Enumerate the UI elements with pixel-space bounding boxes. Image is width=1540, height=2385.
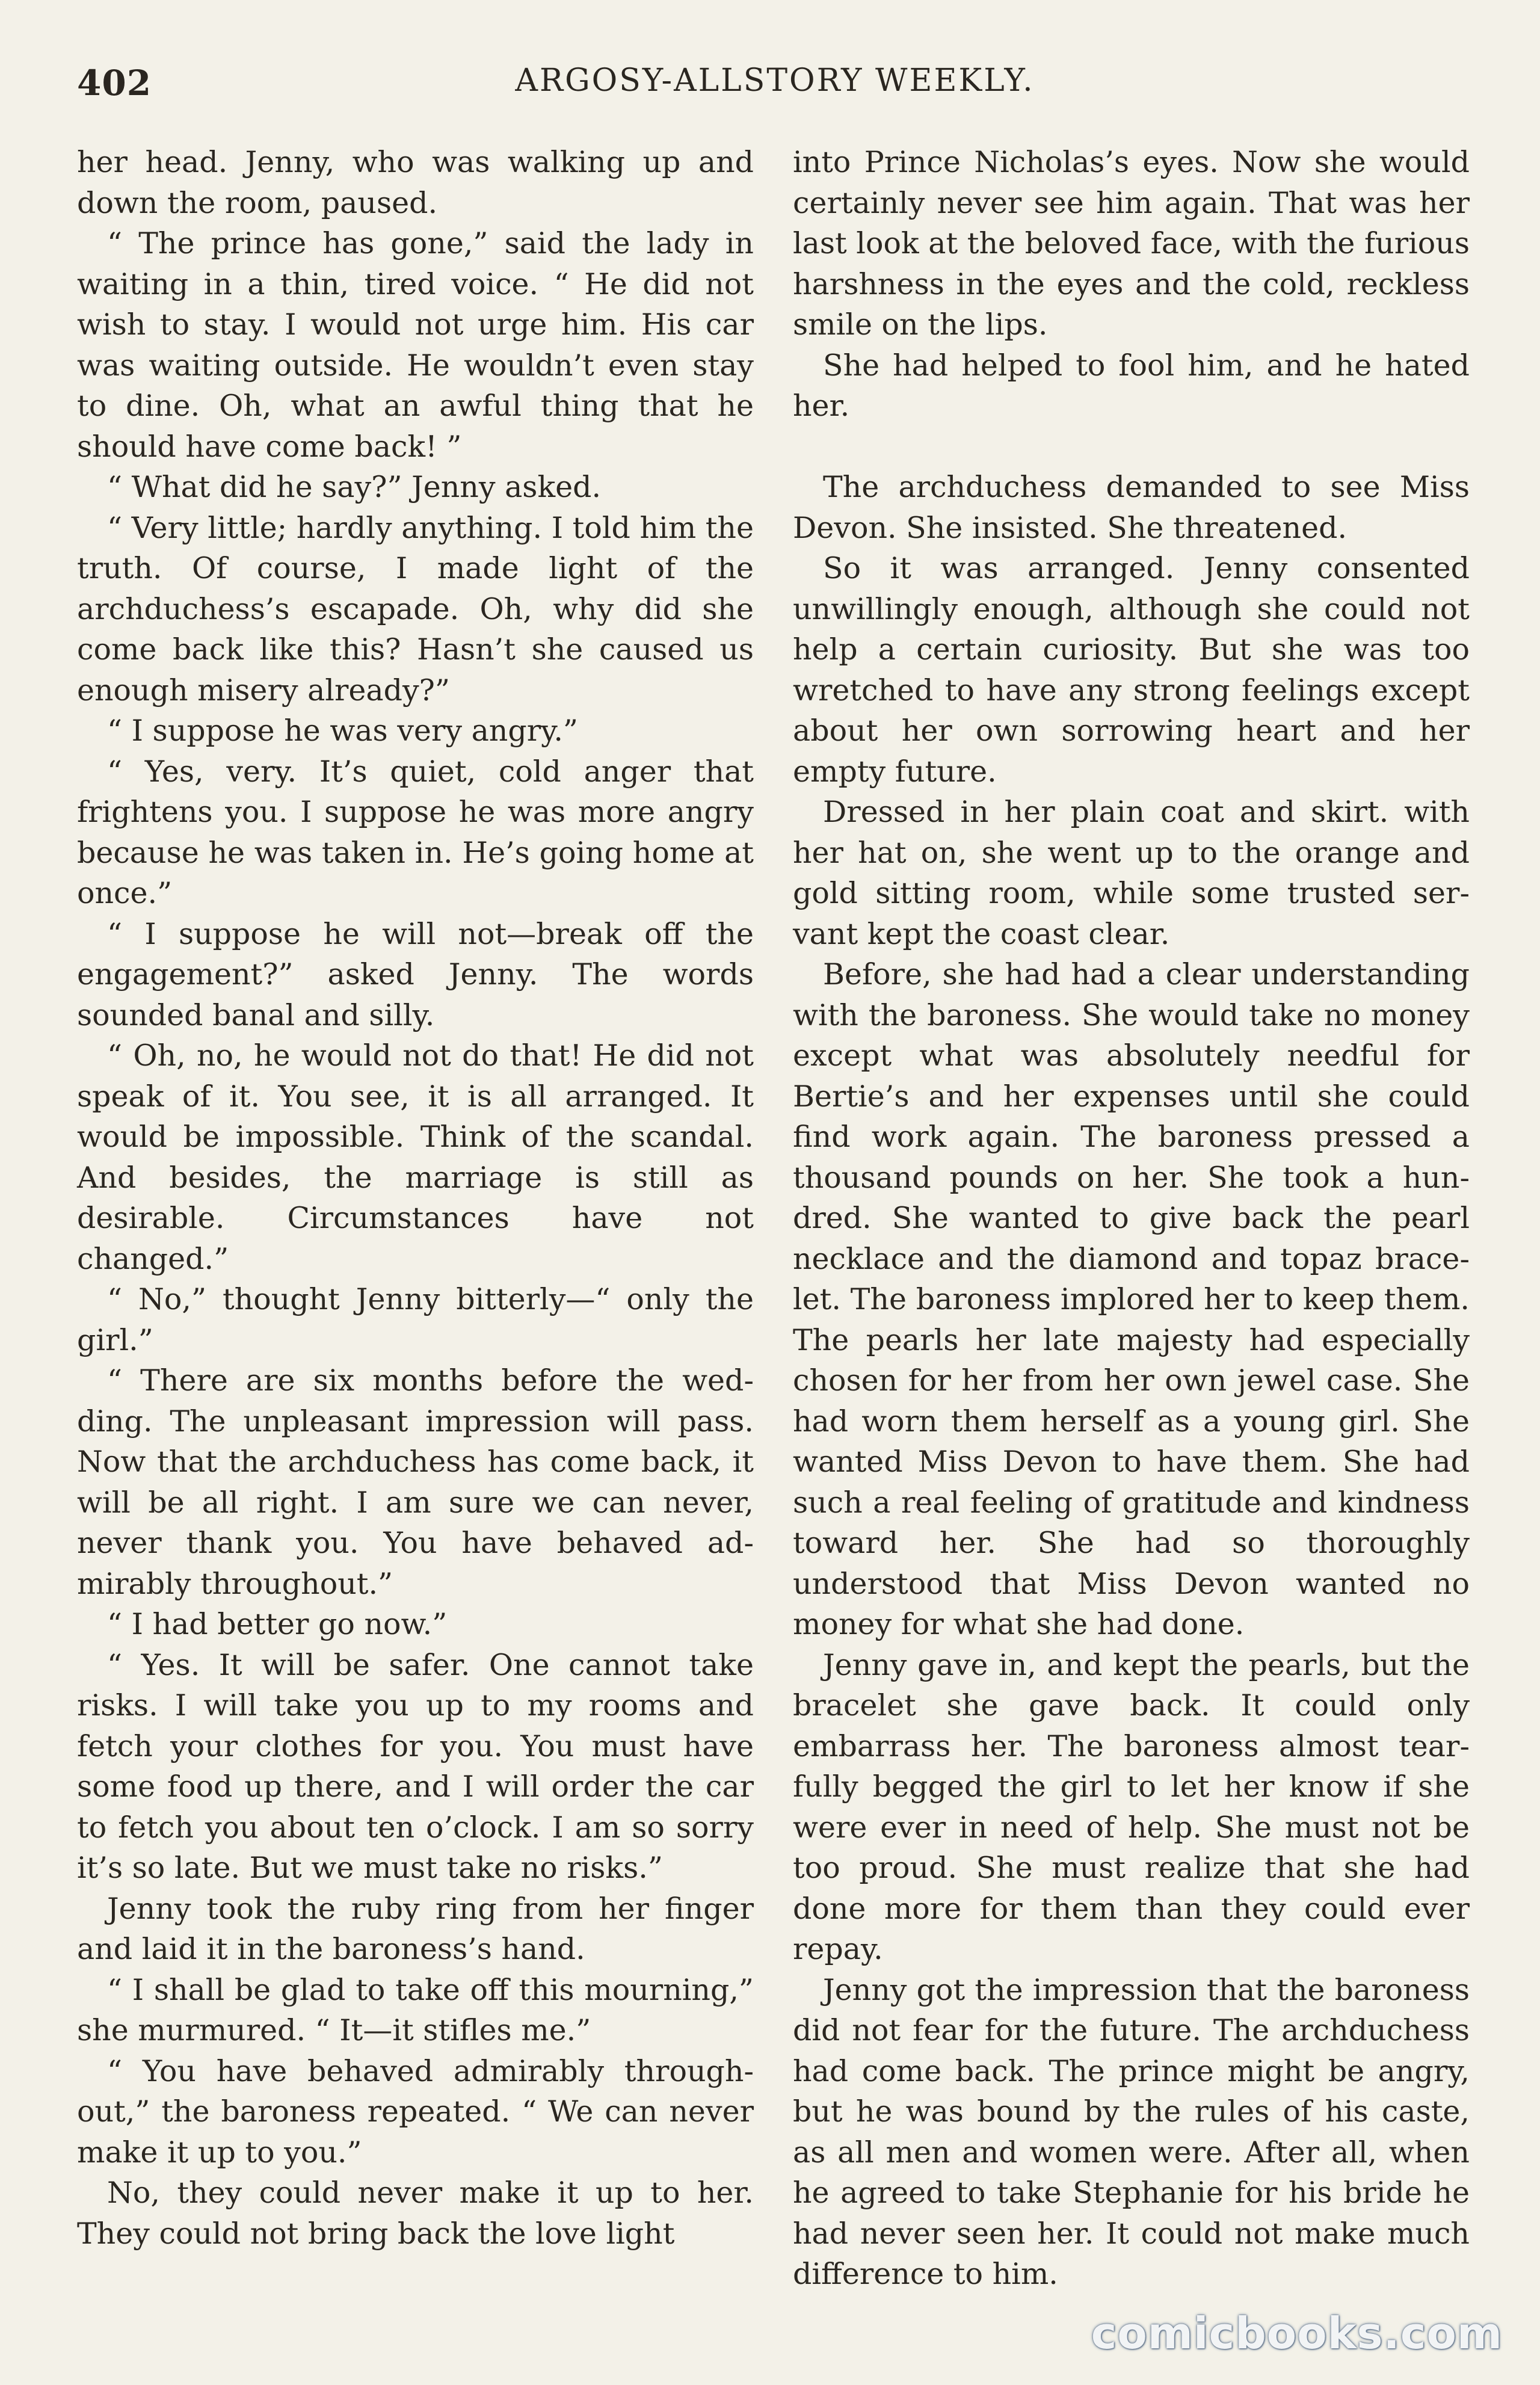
right-column [793,142,1470,2295]
paragraph: She had helped to fool him, and he hated her. [793,348,1470,423]
paragraph: “ I had better go now.” [107,1607,448,1641]
page-number: 402 [77,63,152,103]
paragraph: Jenny got the impression that the baroness did not fear for the future. The archduchess had come back. The prince might be angry, but he was bound by the rules of his caste, as all men and women were. After all, when he agreed to take Stephanie for his bride he had never seen her. It could not make much difference to him. [793,1972,1470,2291]
paragraph: her head. Jenny, who was walking up and down the room, paused. [77,145,754,220]
paragraph: Before, she had had a clear understanding with the baroness. She would take no money except what was absolutely needful for Bertie’s and her expenses until she could find work again. The baroness pressed a thousand pounds on her. She took a hundred. She wanted to give back the pearl necklace and the diamond and topaz bracelet. The baroness implored her to keep them. The pearls her late majesty had especially chosen for her from her own jewel case. She had worn them herself as a young girl. She wanted Miss Devon to have them. She had such a real feeling of gratitude and kindness toward her. She had so thoroughly understood that Miss Devon wanted no money for what she had done. [793,957,1470,1641]
paragraph: Dressed in her plain coat and skirt. with her hat on, she went up to the orange and gold sitting room, while some trusted servant kept the coast clear. [793,795,1470,951]
paragraph: No, they could never make it up to her. They could not bring back the love light [77,2176,754,2251]
paragraph: “ What did he say?” Jenny asked. [107,470,602,504]
paragraph: “ The prince has gone,” said the lady in waiting in a thin, tired voice. “ He did not wish to stay. I would not urge him. His car was waiting outside. He wouldn’t even stay to dine. Oh, what an awful thing that he should have come back! ” [77,226,754,464]
paragraph: “ I shall be glad to take off this mourning,” she murmured. “ It—it stifles me.” [77,1972,754,2047]
running-title: ARGOSY-ALLSTORY WEEKLY. [515,63,1035,99]
paragraph: Jenny gave in, and kept the pearls, but the bracelet she gave back. It could only embarrass her. The baroness almost tearfully begged the girl to let her know if she were ever in need of help. She must not be too proud. She must realize that she had done more for them than they could ever repay. [793,1647,1470,1966]
watermark: comicbooks.com [1091,2308,1503,2359]
left-column [77,142,754,2254]
paragraph: “ Very little; hardly anything. I told him the truth. Of course, I made light of the archduchess’s escapade. Oh, why did she come back like this? Hasn’t she caused us enough misery already?” [77,510,754,708]
paragraph: “ You have behaved admirably throughout,” the baroness repeated. “ We can never make it up to you.” [77,2053,754,2170]
paragraph: The archduchess demanded to see Miss Devon. She insisted. She threatened. [793,470,1470,545]
paragraph: “ There are six months before the wedding. The unpleasant impression will pass. Now that the archduchess has come back, it will be all right. I am sure we can never, never thank you. You have behaved admirably throughout.” [77,1363,754,1601]
paragraph: “ Yes, very. It’s quiet, cold anger that frightens you. I suppose he was more angry because he was taken in. He’s going home at once.” [77,754,754,910]
paragraph: “ I suppose he will not—break off the engagement?” asked Jenny. The words sounded banal and silly. [77,916,754,1032]
paragraph: Jenny took the ruby ring from her finger and laid it in the baroness’s hand. [77,1891,754,1966]
paragraph: “ I suppose he was very angry.” [107,714,578,748]
page-header [77,63,1473,120]
section-break [793,427,1470,467]
paragraph: “ Yes. It will be safer. One cannot take risks. I will take you up to my rooms and fetch your clothes for you. You must have some food up there, and I will order the car to fetch you about ten o’clock. I am so sorry it’s so late. But we must take no risks.” [77,1647,754,1885]
paragraph: So it was arranged. Jenny consented unwillingly enough, although she could not help a certain curiosity. But she was too wretched to have any strong feelings except about her own sorrowing heart and her empty future. [793,551,1470,789]
paragraph: into Prince Nicholas’s eyes. Now she would certainly never see him again. That was her last look at the beloved face, with the furious harshness in the eyes and the cold, reckless smile on the lips. [793,145,1470,342]
paragraph: “ Oh, no, he would not do that! He did not speak of it. You see, it is all arranged. It would be impossible. Think of the scandal. And besides, the marriage is still as desirable. Circumstances have not changed.” [77,1038,754,1276]
paragraph: “ No,” thought Jenny bitterly—“ only the girl.” [77,1282,754,1357]
